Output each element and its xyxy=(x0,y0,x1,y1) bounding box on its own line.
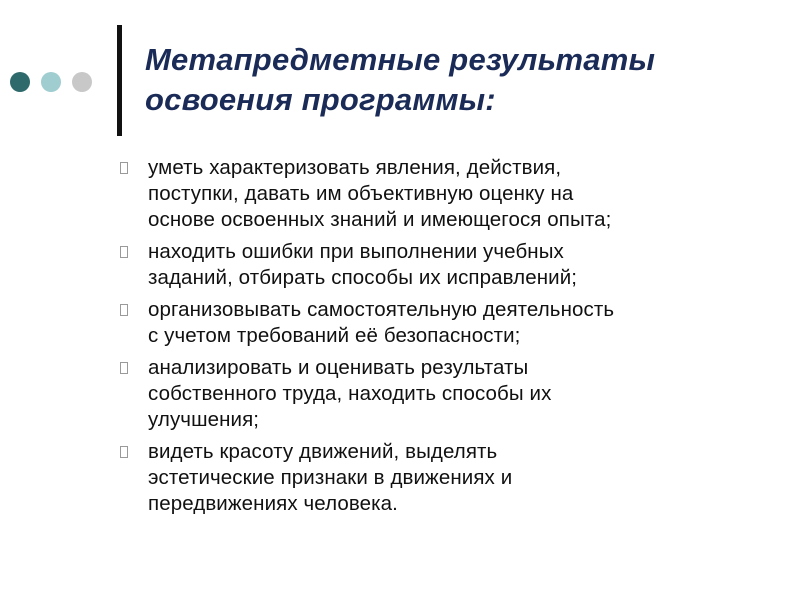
slide-title xyxy=(145,40,785,120)
bullet-text: анализировать и оценивать результаты собственного труда, находить способы их улучшения; xyxy=(148,356,552,431)
decorative-dots xyxy=(10,72,92,92)
title-divider-bar xyxy=(117,25,122,136)
dot-dark-teal xyxy=(10,72,30,92)
bullet-list xyxy=(118,155,778,523)
square-bullet-icon xyxy=(118,239,148,265)
dot-light-teal xyxy=(41,72,61,92)
square-bullet-icon xyxy=(118,297,148,323)
square-bullet-icon xyxy=(118,439,148,465)
bullet-item xyxy=(118,439,778,517)
bullet-item xyxy=(118,155,778,233)
bullet-item xyxy=(118,355,778,433)
bullet-text: находить ошибки при выполнении учебных заданий, отбирать способы их исправлений; xyxy=(148,240,578,289)
bullet-item xyxy=(118,297,778,349)
bullet-text: организовывать самостоятельную деятельность с учетом требований её безопасности; xyxy=(148,298,615,347)
slide-title-line-1: Метапредметные результаты xyxy=(145,42,656,77)
slide-title-line-2: освоения программы: xyxy=(145,82,496,117)
square-bullet-icon xyxy=(118,155,148,181)
square-bullet-icon xyxy=(118,355,148,381)
bullet-text: видеть красоту движений, выделять эстетические признаки в движениях и передвижениях человека. xyxy=(148,440,513,515)
bullet-item xyxy=(118,239,778,291)
dot-gray xyxy=(72,72,92,92)
bullet-text: уметь характеризовать явления, действия, поступки, давать им объективную оценку на основе освоенных знаний и имеющегося опыта; xyxy=(148,156,612,231)
